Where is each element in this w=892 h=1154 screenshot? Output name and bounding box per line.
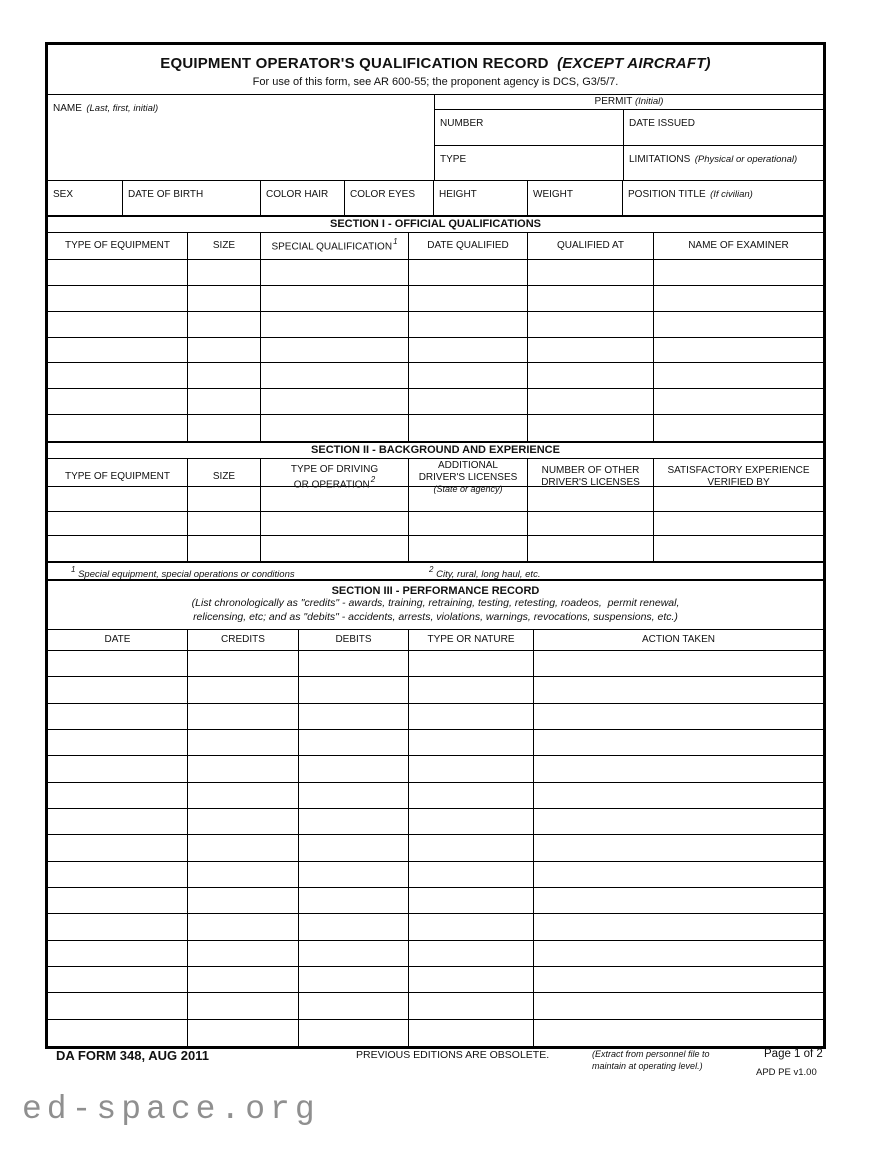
empty-table-cell	[48, 756, 188, 782]
name-field	[48, 95, 435, 181]
empty-table-cell	[261, 415, 409, 441]
section2-table-body	[48, 487, 823, 563]
empty-table-cell	[48, 993, 188, 1019]
empty-table-cell	[48, 809, 188, 835]
form-title-main: EQUIPMENT OPERATOR'S QUALIFICATION RECORD	[160, 55, 549, 72]
color-hair-field	[261, 181, 345, 215]
col-header-label: ACTION TAKEN	[642, 634, 715, 645]
empty-table-cell	[654, 487, 823, 512]
empty-table-cell	[528, 363, 654, 389]
obsolete-note: PREVIOUS EDITIONS ARE OBSOLETE.	[356, 1049, 550, 1061]
col-header-label: DATE	[104, 634, 131, 645]
extract-note-line1: (Extract from personnel file to	[592, 1049, 710, 1059]
footnote-1: $^1$ Special equipment, special operations or conditions	[71, 565, 295, 581]
height-field	[434, 181, 528, 215]
empty-table-cell	[188, 286, 261, 312]
apd-version: APD PE v1.00	[756, 1067, 817, 1078]
page-indicator: Page 1 of 2	[764, 1048, 823, 1060]
empty-table-cell	[654, 312, 823, 338]
extract-note-line2: maintain at operating level.)	[592, 1060, 703, 1071]
empty-table-cell	[409, 993, 534, 1019]
permit-hint: (Initial)	[634, 96, 664, 107]
empty-table-cell	[534, 941, 823, 967]
empty-table-cell	[654, 338, 823, 364]
empty-table-cell	[261, 260, 409, 286]
empty-table-cell	[48, 941, 188, 967]
empty-table-cell	[409, 512, 528, 537]
empty-table-cell	[534, 993, 823, 1019]
empty-table-cell	[409, 260, 528, 286]
empty-table-cell	[299, 783, 409, 809]
empty-table-cell	[188, 312, 261, 338]
empty-table-cell	[534, 835, 823, 861]
empty-table-cell	[654, 286, 823, 312]
empty-table-cell	[528, 312, 654, 338]
empty-table-cell	[528, 286, 654, 312]
section3-table-body	[48, 651, 823, 1046]
col-header-line: DRIVER'S LICENSES	[418, 472, 518, 483]
section1-column-headers	[48, 233, 823, 260]
empty-table-cell	[48, 286, 188, 312]
empty-table-cell	[528, 512, 654, 537]
empty-table-cell	[409, 809, 534, 835]
identity-lower-row	[48, 181, 823, 217]
empty-table-cell	[188, 389, 261, 415]
empty-table-cell	[261, 286, 409, 312]
empty-table-cell	[188, 536, 261, 561]
watermark-ed-space: ed-space.org	[22, 1091, 320, 1128]
permit-header	[435, 95, 823, 110]
col-header-label: TYPE OF EQUIPMENT	[64, 240, 170, 251]
empty-table-cell	[654, 415, 823, 441]
permit-number-label: NUMBER	[440, 118, 484, 129]
empty-table-cell	[261, 536, 409, 561]
empty-table-cell	[48, 677, 188, 703]
permit-label: PERMIT	[594, 96, 633, 107]
col-header-debits	[299, 630, 409, 650]
empty-table-cell	[534, 862, 823, 888]
empty-table-cell	[188, 783, 299, 809]
empty-table-cell	[528, 260, 654, 286]
empty-table-cell	[528, 487, 654, 512]
empty-table-cell	[48, 967, 188, 993]
col-header-line: VERIFIED BY	[707, 477, 770, 489]
col-header-line: TYPE OF DRIVING	[290, 463, 379, 475]
empty-table-cell	[188, 730, 299, 756]
height-label: HEIGHT	[439, 189, 477, 200]
col-header-type-or-nature	[409, 630, 534, 650]
empty-table-cell	[299, 914, 409, 940]
date-of-birth-label: DATE OF BIRTH	[128, 189, 204, 200]
empty-table-cell	[409, 415, 528, 441]
empty-table-cell	[48, 260, 188, 286]
empty-table-cell	[299, 809, 409, 835]
col-header-action-taken	[534, 630, 823, 650]
permit-type-field	[435, 146, 624, 181]
empty-table-cell	[188, 677, 299, 703]
empty-table-cell	[409, 286, 528, 312]
col-header-label: DATE QUALIFIED	[427, 240, 509, 251]
empty-table-cell	[299, 756, 409, 782]
empty-table-cell	[409, 783, 534, 809]
col-header-label: TYPE OF EQUIPMENT	[64, 471, 170, 483]
date-issued-label: DATE ISSUED	[629, 118, 695, 129]
col-header-label: NAME OF EXAMINER	[688, 240, 789, 251]
empty-table-cell	[261, 487, 409, 512]
col-header-special-qualification	[261, 233, 409, 259]
empty-table-cell	[534, 914, 823, 940]
identity-upper-row	[48, 95, 823, 181]
empty-table-cell	[409, 862, 534, 888]
empty-table-cell	[409, 312, 528, 338]
empty-table-cell	[534, 888, 823, 914]
empty-table-cell	[188, 941, 299, 967]
col-header-line: SATISFACTORY EXPERIENCE	[667, 465, 810, 477]
position-title-hint: (If civilian)	[710, 189, 753, 200]
empty-table-cell	[299, 862, 409, 888]
empty-table-cell	[188, 704, 299, 730]
empty-table-cell	[48, 415, 188, 441]
col-header-hint: (State or agency)	[433, 484, 503, 494]
section3-note-line2: relicensing, etc; and as "debits" - accidents, arrests, violations, warnings, revocations, suspensions, etc.)	[193, 610, 678, 623]
empty-table-cell	[534, 783, 823, 809]
empty-table-cell	[48, 338, 188, 364]
footnotes-row	[48, 563, 823, 581]
empty-table-cell	[534, 704, 823, 730]
empty-table-cell	[299, 730, 409, 756]
empty-table-cell	[48, 487, 188, 512]
permit-grid	[435, 110, 823, 181]
empty-table-cell	[409, 536, 528, 561]
name-label: NAME	[53, 103, 82, 114]
col-header-label: CREDITS	[221, 634, 265, 645]
empty-table-cell	[48, 835, 188, 861]
empty-table-cell	[409, 487, 528, 512]
empty-table-cell	[48, 862, 188, 888]
empty-table-cell	[654, 512, 823, 537]
empty-table-cell	[188, 338, 261, 364]
section2-column-headers	[48, 459, 823, 494]
empty-table-cell	[409, 756, 534, 782]
empty-table-cell	[409, 941, 534, 967]
date-issued-field	[624, 110, 823, 146]
empty-table-cell	[299, 941, 409, 967]
empty-table-cell	[534, 677, 823, 703]
color-eyes-field	[345, 181, 434, 215]
section3-title-block	[48, 581, 823, 630]
empty-table-cell	[534, 967, 823, 993]
empty-table-cell	[48, 783, 188, 809]
empty-table-cell	[188, 862, 299, 888]
position-title-label: POSITION TITLE	[628, 189, 706, 200]
permit-type-label: TYPE	[440, 154, 467, 165]
empty-table-cell	[48, 389, 188, 415]
empty-table-cell	[409, 363, 528, 389]
section3-column-headers	[48, 630, 823, 651]
empty-table-cell	[48, 312, 188, 338]
name-hint: (Last, first, initial)	[86, 103, 159, 114]
empty-table-cell	[409, 338, 528, 364]
limitations-field	[624, 146, 823, 181]
limitations-label: LIMITATIONS	[629, 154, 691, 165]
form-title-block	[48, 45, 823, 95]
permit-number-field	[435, 110, 624, 146]
empty-table-cell	[188, 967, 299, 993]
section3-title: SECTION III - PERFORMANCE RECORD	[331, 585, 540, 597]
empty-table-cell	[299, 1020, 409, 1046]
empty-table-cell	[409, 730, 534, 756]
empty-table-cell	[299, 704, 409, 730]
empty-table-cell	[48, 651, 188, 677]
empty-table-cell	[48, 914, 188, 940]
col-header-type-of-equipment	[48, 233, 188, 259]
empty-table-cell	[188, 487, 261, 512]
empty-table-cell	[261, 512, 409, 537]
empty-table-cell	[188, 260, 261, 286]
empty-table-cell	[261, 312, 409, 338]
empty-table-cell	[409, 651, 534, 677]
empty-table-cell	[409, 967, 534, 993]
empty-table-cell	[299, 967, 409, 993]
empty-table-cell	[534, 730, 823, 756]
empty-table-cell	[409, 914, 534, 940]
limitations-hint: (Physical or operational)	[694, 154, 798, 165]
form-subtitle: For use of this form, see AR 600-55; the proponent agency is DCS, G3/5/7.	[252, 76, 619, 88]
empty-table-cell	[409, 888, 534, 914]
col-header-date-qualified	[409, 233, 528, 259]
empty-table-cell	[409, 1020, 534, 1046]
empty-table-cell	[654, 363, 823, 389]
permit-block	[435, 95, 823, 181]
empty-table-cell	[528, 338, 654, 364]
da-form-348-page	[45, 42, 826, 1049]
empty-table-cell	[188, 415, 261, 441]
col-header-credits	[188, 630, 299, 650]
empty-table-cell	[299, 993, 409, 1019]
extract-note	[592, 1049, 710, 1072]
weight-field	[528, 181, 623, 215]
empty-table-cell	[48, 512, 188, 537]
color-hair-label: COLOR HAIR	[266, 189, 329, 200]
empty-table-cell	[188, 756, 299, 782]
col-header-line: ADDITIONAL	[437, 460, 498, 471]
empty-table-cell	[299, 835, 409, 861]
col-header-label: QUALIFIED AT	[556, 240, 625, 251]
empty-table-cell	[188, 1020, 299, 1046]
empty-table-cell	[534, 756, 823, 782]
empty-table-cell	[188, 651, 299, 677]
col-header-line: NUMBER OF OTHER	[541, 465, 640, 477]
empty-table-cell	[409, 389, 528, 415]
col-header-name-of-examiner	[654, 233, 823, 259]
col-header-line: DRIVER'S LICENSES	[541, 477, 640, 489]
sex-label: SEX	[53, 189, 74, 200]
empty-table-cell	[528, 536, 654, 561]
form-title-suffix: (EXCEPT AIRCRAFT)	[557, 55, 711, 72]
empty-table-cell	[409, 677, 534, 703]
empty-table-cell	[188, 512, 261, 537]
empty-table-cell	[299, 651, 409, 677]
col-header-label: DEBITS	[335, 634, 372, 645]
sex-field	[48, 181, 123, 215]
empty-table-cell	[409, 704, 534, 730]
empty-table-cell	[48, 1020, 188, 1046]
empty-table-cell	[48, 704, 188, 730]
section3-note-line1: (List chronologically as "credits" - awards, training, retraining, testing, retesting, roadeos, permit renewal,	[191, 597, 680, 609]
empty-table-cell	[261, 363, 409, 389]
empty-table-cell	[528, 415, 654, 441]
empty-table-cell	[188, 914, 299, 940]
empty-table-cell	[654, 389, 823, 415]
position-title-field	[623, 181, 823, 215]
section1-title-bar: SECTION I - OFFICIAL QUALIFICATIONS	[48, 217, 823, 233]
empty-table-cell	[48, 536, 188, 561]
col-header-label: TYPE OR NATURE	[427, 634, 515, 645]
col-header-line: OR OPERATION$^2$	[293, 474, 376, 491]
empty-table-cell	[654, 536, 823, 561]
empty-table-cell	[261, 338, 409, 364]
empty-table-cell	[299, 677, 409, 703]
form-title	[48, 55, 823, 72]
date-of-birth-field	[123, 181, 261, 215]
empty-table-cell	[299, 888, 409, 914]
empty-table-cell	[654, 260, 823, 286]
col-header-date	[48, 630, 188, 650]
col-header-label: SPECIAL QUALIFICATION$^1$	[271, 237, 398, 253]
section1-table-body	[48, 260, 823, 443]
col-header-label: SIZE	[212, 240, 236, 251]
color-eyes-label: COLOR EYES	[350, 189, 416, 200]
empty-table-cell	[534, 1020, 823, 1046]
empty-table-cell	[188, 809, 299, 835]
footnote-2: $^2$ City, rural, long haul, etc.	[429, 565, 541, 581]
col-header-size	[188, 233, 261, 259]
empty-table-cell	[534, 809, 823, 835]
empty-table-cell	[528, 389, 654, 415]
weight-label: WEIGHT	[533, 189, 573, 200]
empty-table-cell	[48, 363, 188, 389]
empty-table-cell	[261, 389, 409, 415]
form-number: DA FORM 348, AUG 2011	[56, 1048, 209, 1063]
empty-table-cell	[534, 651, 823, 677]
section2-title-bar: SECTION II - BACKGROUND AND EXPERIENCE	[48, 443, 823, 459]
empty-table-cell	[48, 888, 188, 914]
col-header-label: SIZE	[212, 471, 236, 483]
empty-table-cell	[188, 363, 261, 389]
empty-table-cell	[188, 888, 299, 914]
empty-table-cell	[409, 835, 534, 861]
col-header-qualified-at	[528, 233, 654, 259]
empty-table-cell	[188, 993, 299, 1019]
empty-table-cell	[48, 730, 188, 756]
empty-table-cell	[188, 835, 299, 861]
